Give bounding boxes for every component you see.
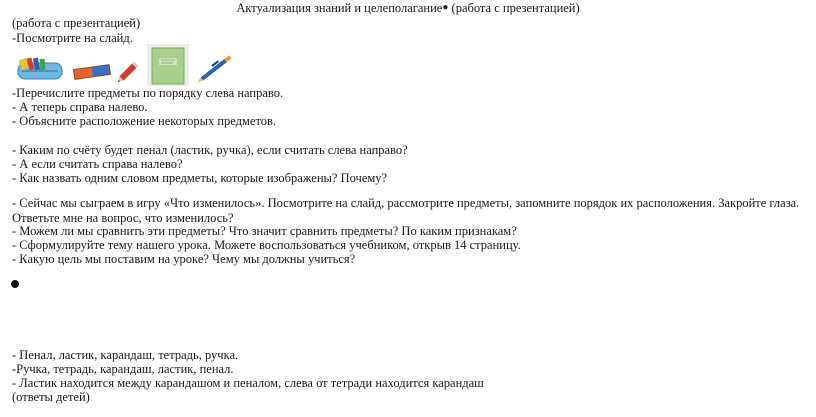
question-1: -Перечислите предметы по порядку слева направо. xyxy=(12,86,284,100)
question-9: - Сформулируйте тему нашего урока. Можете воспользоваться учебником, открыв 14 страницу. xyxy=(12,238,521,252)
question-7: - Сейчас мы сыграем в игру «Что изменилось». Посмотрите на слайд, рассмотрите предметы, запомните порядок их расположения. Закройте глаза. Ответьте мне на вопрос, что изменилось? xyxy=(12,196,800,225)
answer-4: (ответы детей) xyxy=(12,390,90,404)
pen-image xyxy=(194,50,238,86)
question-10: - Какую цель мы поставим на уроке? Чему мы должны учиться? xyxy=(12,252,356,266)
page-title xyxy=(0,1,816,17)
bullet-dot: ● xyxy=(442,2,449,13)
question-8: - Можем ли мы сравнить эти предметы? Что значит сравнить предметы? По каким признакам? xyxy=(12,224,517,238)
question-5: - А если считать справа налево? xyxy=(12,157,183,171)
look-slide-line: -Посмотрите на слайд. xyxy=(12,31,133,45)
title-suffix: (работа с презентацией) xyxy=(448,1,580,15)
notebook-image xyxy=(147,44,189,86)
question-3: - Объясните расположение некоторых предметов. xyxy=(12,114,277,128)
answer-1: - Пенал, ластик, карандаш, тетрадь, ручка. xyxy=(12,348,239,362)
answer-2: -Ручка, тетрадь, карандаш, ластик, пенал. xyxy=(12,362,234,376)
work-note: (работа с презентацией) xyxy=(12,16,141,30)
question-4: - Каким по счёту будет пенал (ластик, ручка), если считать слева направо? xyxy=(12,143,408,157)
eraser-image xyxy=(72,62,112,82)
pencil-case-image xyxy=(16,55,64,83)
bullet-dot xyxy=(11,280,19,288)
question-2: - А теперь справа налево. xyxy=(12,100,148,114)
answer-3: - Ластик находится между карандашом и пеналом, слева от тетради находится карандаш xyxy=(12,376,484,390)
pencil-image xyxy=(116,56,144,84)
question-6: - Как назвать одним словом предметы, которые изображены? Почему? xyxy=(12,171,388,185)
title-text: Актуализация знаний и целеполагание xyxy=(236,1,443,15)
